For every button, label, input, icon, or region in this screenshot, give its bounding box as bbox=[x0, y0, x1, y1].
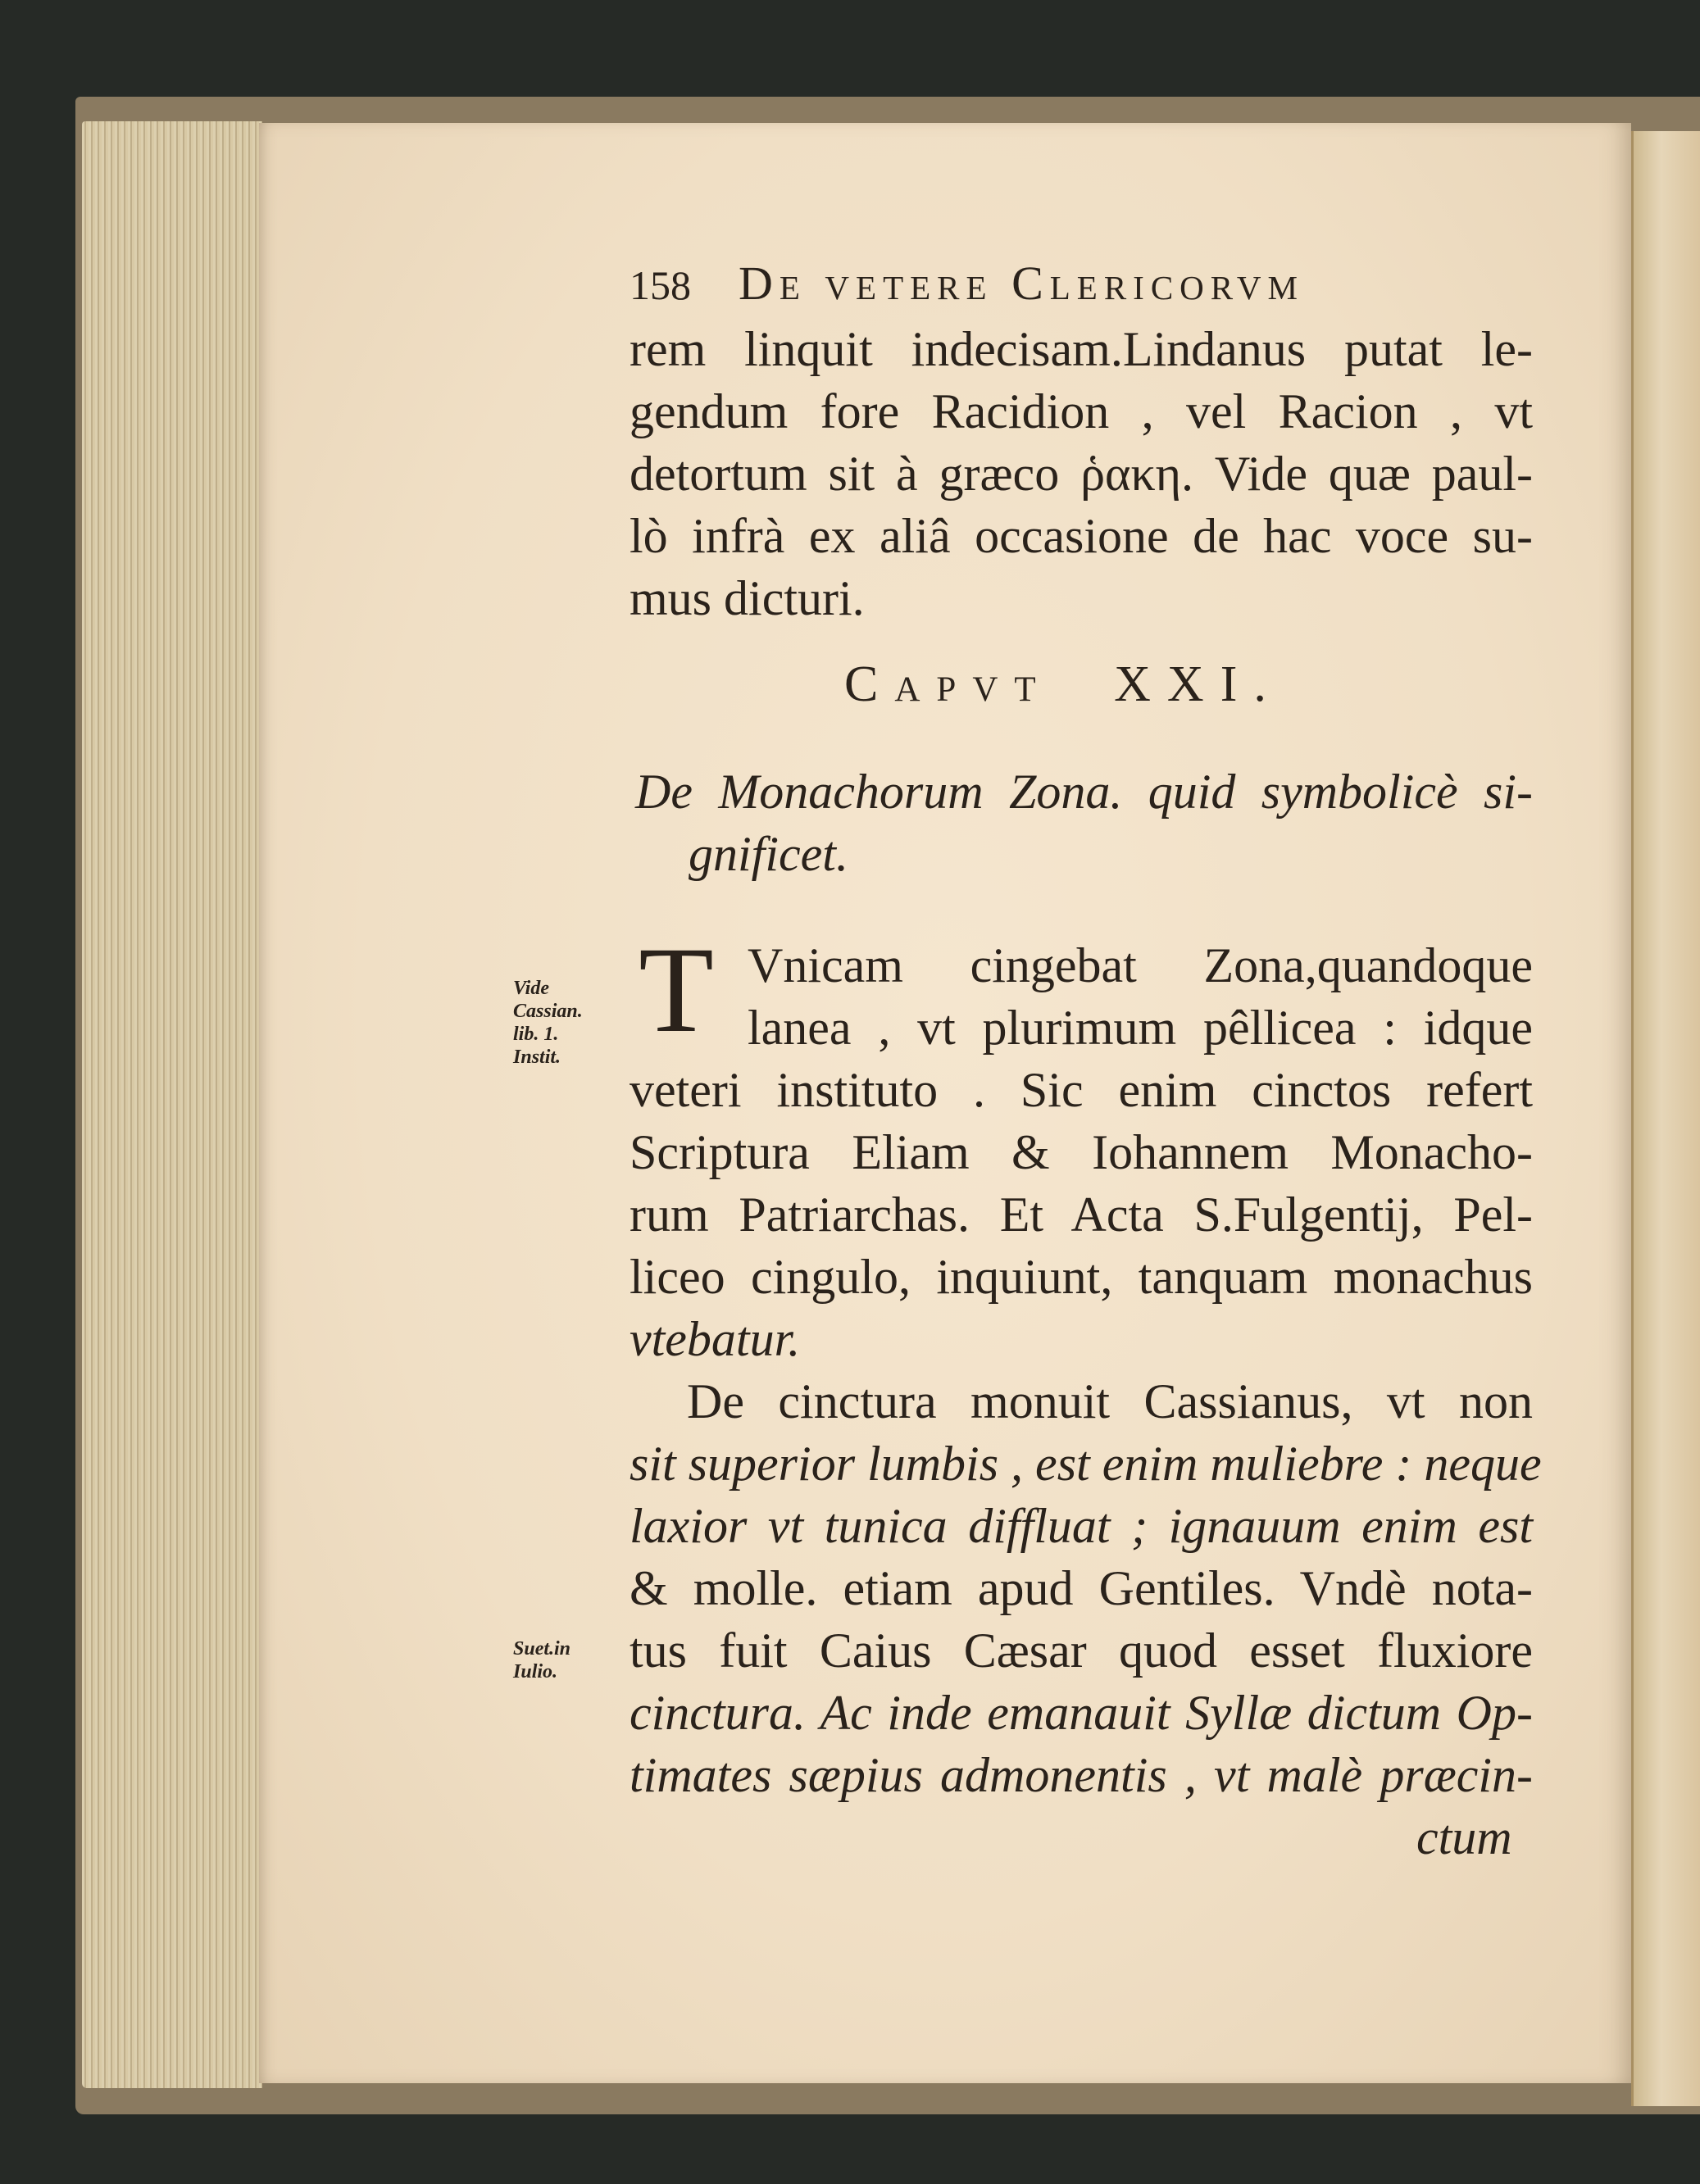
text-line: gendum fore Racidion , vel Racion , vt bbox=[630, 384, 1533, 438]
chapter-summary-line: gnificet. bbox=[689, 827, 848, 881]
text-line: Vnicam cingebat Zona,quandoque bbox=[748, 938, 1533, 992]
text-line: & molle. etiam apud Gentiles. Vndè nota- bbox=[630, 1561, 1533, 1615]
margin-note-line: Vide bbox=[513, 978, 550, 999]
chapter-number: XXI. bbox=[1114, 656, 1283, 712]
margin-note-suetonius bbox=[513, 1637, 570, 1683]
text-line: vtebatur. bbox=[630, 1312, 801, 1366]
margin-note-line: Iulio. bbox=[513, 1661, 558, 1682]
text-line: detortum sit à græco ῥακη. Vide quæ paul- bbox=[630, 447, 1533, 501]
text-line: Scriptura Eliam & Iohannem Monacho- bbox=[630, 1125, 1533, 1179]
text-line: De cinctura monuit Cassianus, vt non bbox=[687, 1374, 1533, 1428]
catchword: ctum bbox=[1416, 1810, 1512, 1864]
text-line: rem linquit indecisam.Lindanus putat le- bbox=[630, 322, 1533, 376]
page-number: 158 bbox=[630, 262, 691, 308]
text-line: lanea , vt plurimum pêllicea : idque bbox=[748, 1001, 1533, 1055]
text-line: tus fuit Caius Cæsar quod esset fluxiore bbox=[630, 1623, 1533, 1678]
text-line: rum Patriarchas. Et Acta S.Fulgentij, Pel- bbox=[630, 1187, 1533, 1242]
text-line: sit superior lumbis , est enim muliebre : neque bbox=[630, 1437, 1542, 1491]
margin-note-line: lib. 1. bbox=[513, 1024, 559, 1045]
running-title: De vetere Clericorvm bbox=[739, 257, 1304, 310]
margin-note-line: Suet.in bbox=[513, 1638, 571, 1660]
chapter-summary-line: De Monachorum Zona. quid symbolicè si- bbox=[635, 765, 1533, 819]
chapter-word: Capvt bbox=[844, 656, 1052, 712]
facing-page-edge bbox=[1631, 131, 1700, 2106]
text-line: mus dicturi. bbox=[630, 571, 865, 625]
margin-note-line: Cassian. bbox=[513, 1001, 583, 1022]
text-line: veteri instituto . Sic enim cinctos refert bbox=[630, 1063, 1533, 1117]
text-line: lò infrà ex aliâ occasione de hac voce su- bbox=[630, 509, 1533, 563]
text-line: liceo cingulo, inquiunt, tanquam monachus bbox=[630, 1250, 1533, 1304]
drop-capital: T bbox=[639, 922, 714, 1058]
text-line: laxior vt tunica diffluat ; ignauum enim est bbox=[630, 1499, 1533, 1553]
page-edges bbox=[82, 121, 262, 2088]
running-header bbox=[630, 256, 1539, 315]
text-line: cinctura. Ac inde emanauit Syllæ dictum Op- bbox=[630, 1686, 1533, 1740]
text-line: timates sæpius admonentis , vt malè præcin- bbox=[630, 1748, 1533, 1802]
margin-note-cassian bbox=[513, 977, 583, 1069]
margin-note-line: Instit. bbox=[513, 1047, 561, 1068]
chapter-heading bbox=[844, 656, 1336, 714]
